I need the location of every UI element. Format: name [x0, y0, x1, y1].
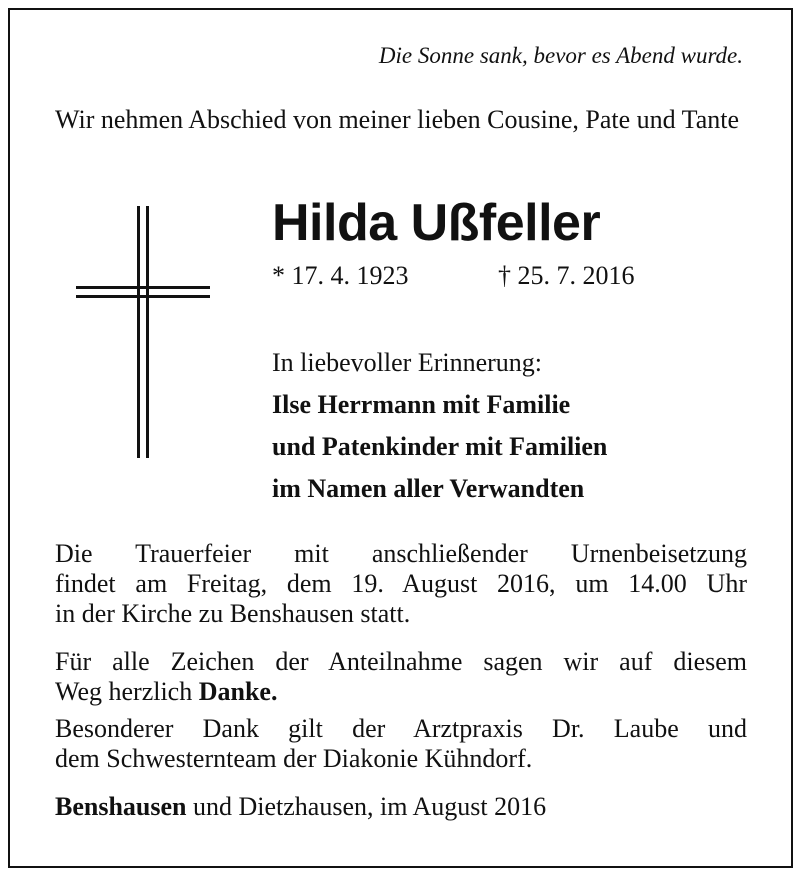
- thanks-word: Danke.: [198, 677, 278, 706]
- funeral-line: in der Kirche zu Benshausen statt.: [55, 599, 411, 628]
- special-thanks-line: Besonderer Dank gilt der Arztpraxis Dr. Laube und: [55, 714, 747, 743]
- closing-line: [55, 792, 546, 822]
- remembrance-heading: In liebevoller Erinnerung:: [272, 348, 543, 377]
- deceased-name: Hilda Ußfeller: [272, 194, 601, 252]
- funeral-line: findet am Freitag, dem 19. August 2016, um 14.00 Uhr: [55, 569, 747, 598]
- thanks-prefix: Weg herzlich: [55, 677, 199, 706]
- cross-icon: [76, 206, 210, 458]
- mourner-line: Ilse Herrmann mit Familie: [272, 390, 571, 419]
- intro-text: Wir nehmen Abschied von meiner lieben Cousine, Pate und Tante: [55, 105, 740, 134]
- mourner-line: und Patenkinder mit Familien: [272, 432, 608, 461]
- life-dates: [272, 261, 635, 291]
- special-thanks-line: dem Schwesternteam der Diakonie Kühndorf.: [55, 744, 533, 773]
- closing-place: Benshausen: [55, 792, 187, 821]
- birth-date: * 17. 4. 1923: [272, 261, 409, 290]
- special-thanks: [55, 714, 747, 774]
- thanks-line: [55, 677, 747, 707]
- mourner-line: im Namen aller Verwandten: [272, 474, 585, 503]
- motto: Die Sonne sank, bevor es Abend wurde.: [378, 43, 743, 68]
- closing-rest: und Dietzhausen, im August 2016: [186, 792, 547, 821]
- thanks-line: Für alle Zeichen der Anteilnahme sagen wir auf diesem: [55, 647, 747, 676]
- thanks-text: [55, 647, 747, 707]
- remembrance-block: [272, 342, 607, 510]
- funeral-line: Die Trauerfeier mit anschließender Urnenbeisetzung: [55, 539, 747, 568]
- death-date: † 25. 7. 2016: [498, 261, 635, 290]
- funeral-info: [55, 539, 747, 629]
